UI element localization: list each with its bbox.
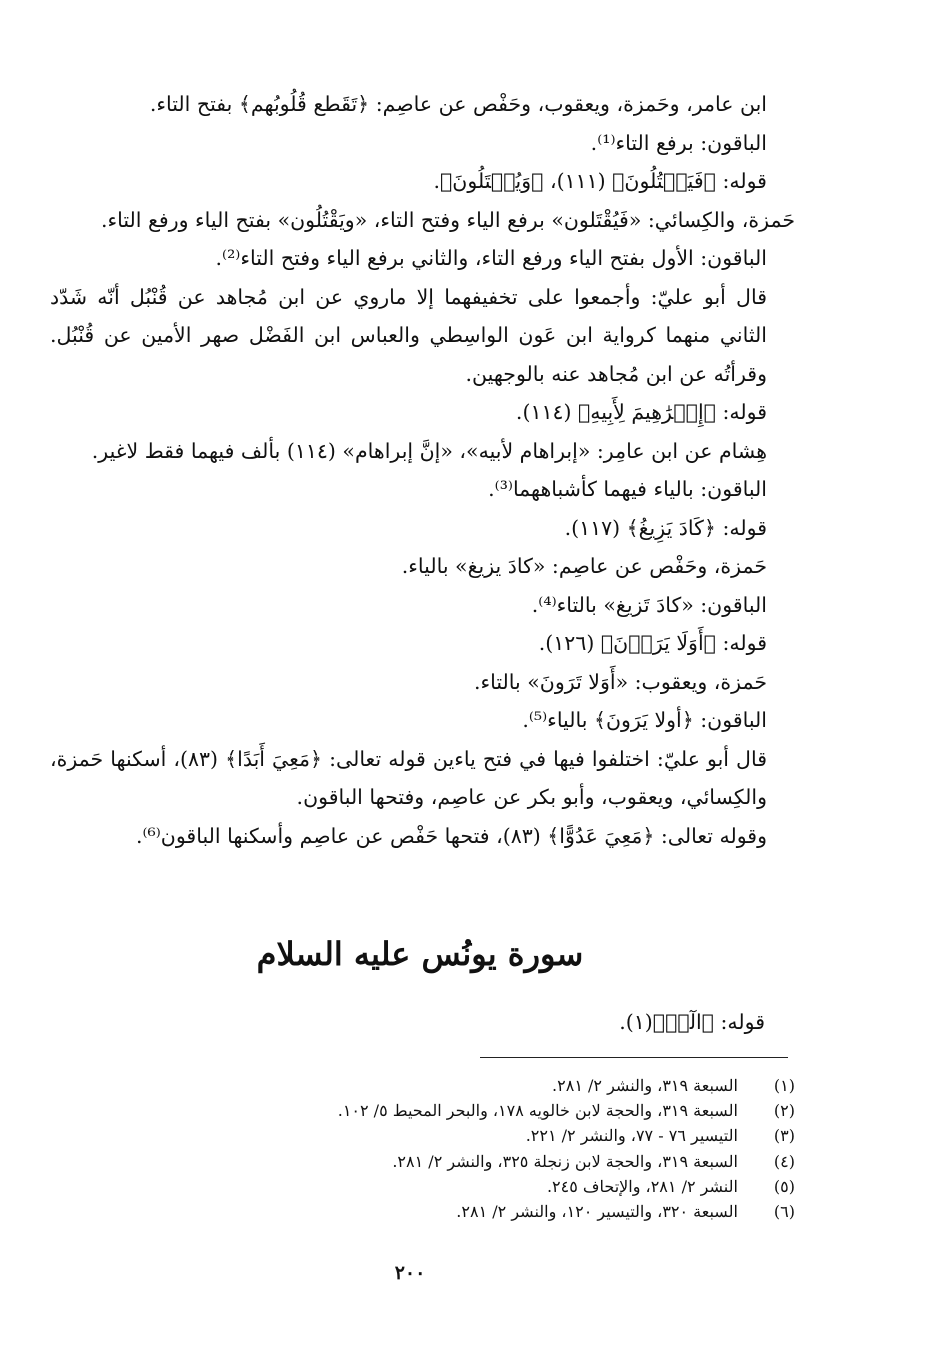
text-line: قوله: ﴿كَادَ يَزِيغُ﴾ (١١٧). xyxy=(564,515,767,540)
text-line: الباقون: برفع التاء⁽¹⁾. xyxy=(590,130,767,155)
page-number: ٢٠٠ xyxy=(394,1262,426,1284)
text-line: الباقون: ﴿أولا يَرَونَ﴾ بالياء⁽⁵⁾. xyxy=(522,708,767,732)
text-line: قوله: ﴿الٓرۚ﴾(١). xyxy=(619,1010,765,1034)
text-line: قوله: ﴿أَوَلَا يَرَوۡنَ﴾ (١٢٦). xyxy=(538,631,767,655)
footnote xyxy=(200,1123,795,1148)
footnote-number: (٦) xyxy=(773,1202,795,1222)
footnote-text: السبعة ٣٢٠، والتيسير ١٢٠، والنشر ٢/ ٢٨١. xyxy=(456,1202,738,1222)
footnote xyxy=(200,1073,795,1098)
footnotes xyxy=(200,1073,795,1224)
main-text xyxy=(50,85,795,855)
footnote xyxy=(200,1149,795,1174)
text-line: قوله: ﴿إِبۡرَٰهِيمَ لِأَبِيهِ﴾ (١١٤). xyxy=(515,400,767,424)
text-line: وقوله تعالى: ﴿مَعِيَ عَدُوًّا﴾ (٨٣)، فتحها حَفْص عن عاصِم وأسكنها الباقون⁽⁶⁾. xyxy=(135,823,767,848)
footnote xyxy=(200,1199,795,1224)
footnote-text: السبعة ٣١٩، والحجة لابن زنجلة ٣٢٥، والنشر ٢/ ٢٨١. xyxy=(392,1151,738,1171)
text-line: ابن عامر، وحَمزة، ويعقوب، وحَفْص عن عاصِم: ﴿تَقَطع قُلُوبُهم﴾ بفتح التاء. xyxy=(149,92,767,116)
footnote-divider xyxy=(480,1057,788,1058)
footnote-number: (٤) xyxy=(773,1151,795,1171)
text-line: الباقون: الأول بفتح الياء ورفع التاء، والثاني برفع الياء وفتح التاء⁽²⁾. xyxy=(215,246,767,270)
footnote xyxy=(200,1098,795,1123)
text-line: الباقون: «كادَ تَزيغ» بالتاء⁽⁴⁾. xyxy=(531,592,767,617)
text-line: الباقون: بالياء فيهما كأشباههما⁽³⁾. xyxy=(488,477,767,501)
footnote-text: النشر ٢/ ٢٨١، والإتحاف ٢٤٥. xyxy=(546,1176,738,1196)
footnote-number: (١) xyxy=(773,1076,795,1095)
text-paragraph: حَمزة، والكِسائي: «فَيُقْتَلون» برفع الياء وفتح التاء، «ويَقْتُلُون» بفتح الياء ورفع التاء. xyxy=(100,207,795,232)
text-line: حَمزة، وحَفْص عن عاصِم: «كادَ يزيغ» بالياء. xyxy=(401,554,767,578)
footnote-text: السبعة ٣١٩، والحجة لابن خالويه ١٧٨، والبحر المحيط ٥/ ١٠٢. xyxy=(337,1101,738,1121)
footnote-text: التيسير ٧٦ - ٧٧، والنشر ٢/ ٢٢١. xyxy=(525,1126,738,1146)
footnote-text: السبعة ٣١٩، والنشر ٢/ ٢٨١. xyxy=(552,1076,738,1095)
footnote-number: (٣) xyxy=(773,1126,795,1146)
footnote-number: (٥) xyxy=(773,1176,795,1196)
surah-title: سورة يونُس عليه السلام xyxy=(256,935,584,973)
text-line: هِشام عن ابن عامِر: «إبراهام لأبيه»، «إنَّ إبراهام» (١١٤) بألف فيهما فقط لاغير. xyxy=(91,438,767,463)
text-line: قوله: ﴿فَيَقۡتُلُونَ﴾ (١١١)، ﴿وَيُقۡتَلُونَ﴾. xyxy=(433,169,767,193)
footnote-number: (٢) xyxy=(773,1101,795,1121)
text-paragraph: قال أبو عليّ: اختلفوا فيها في فتح ياءين قوله تعالى: ﴿مَعِيَ أَبَدًا﴾ (٨٣)، أسكنها حَمزة، والكِسائي، ويعقوب، وأبو بكر عن عاصِم، وفتحها الباقون. xyxy=(50,746,767,809)
text-line: حَمزة، ويعقوب: «أَوَلا تَرَونَ» بالتاء. xyxy=(473,669,767,694)
text-paragraph: قال أبو عليّ: وأجمعوا على تخفيفهما إلا ماروي عن ابن مُجاهد عن قُنْبُل أنّه شَدّد الثاني منهما كرواية ابن عَون الواسِطي والعباس ابن الفَضْل صهر الأمين عن قُنْبُل. وقرأتُه عن ابن مُجاهد عنه بالوجهين. xyxy=(50,284,767,386)
footnote xyxy=(200,1174,795,1199)
